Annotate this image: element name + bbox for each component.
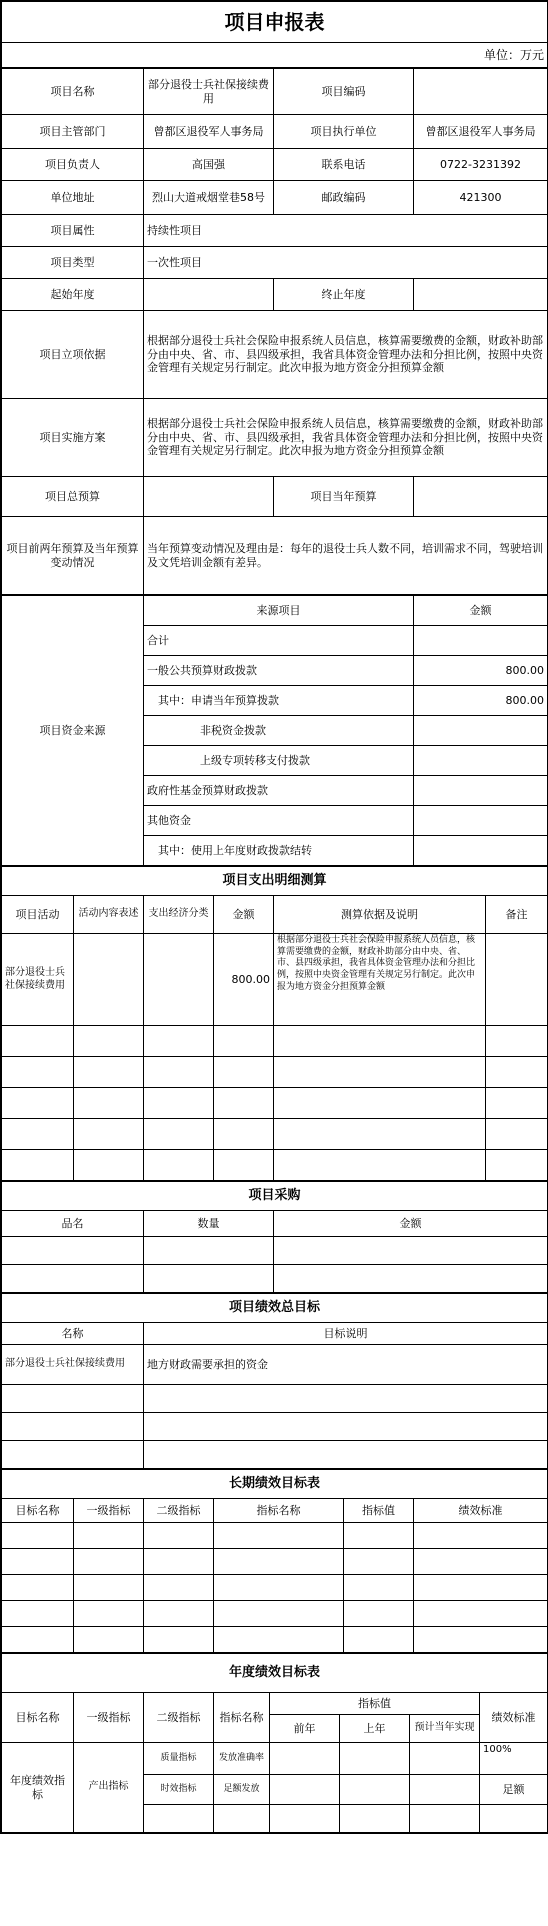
funding-row-label: 合计 xyxy=(144,626,414,656)
total-budget-label: 项目总预算 xyxy=(2,477,144,517)
expense-table xyxy=(1,866,548,1181)
funding-row-amount: 800.00 xyxy=(414,656,548,686)
funding-source-label: 项目资金来源 xyxy=(2,596,144,866)
expense-header: 支出经济分类 xyxy=(144,896,214,934)
annual-header: 二级指标 xyxy=(144,1693,214,1743)
dept-value: 曾都区退役军人事务局 xyxy=(144,115,274,149)
overall-goal-desc: 地方财政需要承担的资金 xyxy=(144,1345,548,1385)
procurement-title: 项目采购 xyxy=(2,1182,548,1211)
leader-value: 高国强 xyxy=(144,149,274,181)
type-value: 一次性项目 xyxy=(144,247,548,279)
end-year-value xyxy=(414,279,548,311)
annual-indicator: 足额发放 xyxy=(214,1775,270,1805)
long-term-header: 指标值 xyxy=(344,1499,414,1523)
expense-amount: 800.00 xyxy=(214,934,274,1026)
attribute-value: 持续性项目 xyxy=(144,215,548,247)
project-code-value xyxy=(414,69,548,115)
funding-row-amount xyxy=(414,626,548,656)
procurement-header: 数量 xyxy=(144,1211,274,1237)
funding-table xyxy=(1,595,548,866)
annual-header: 目标名称 xyxy=(2,1693,74,1743)
basis-label: 项目立项依据 xyxy=(2,311,144,399)
expense-header: 备注 xyxy=(486,896,548,934)
funding-row-label: 政府性基金预算财政拨款 xyxy=(144,776,414,806)
project-name-value: 部分退役士兵社保接续费用 xyxy=(144,69,274,115)
long-term-header: 目标名称 xyxy=(2,1499,74,1523)
basic-info-table xyxy=(1,68,548,595)
basis-value: 根据部分退役士兵社会保险申报系统人员信息，核算需要缴费的金额，财政补助部分由中央、省、市、县四级承担，我省具体资金管理办法和分担比例，按照中央资金管理有关规定另行制定。此次申报为地方资金分担预算金额 xyxy=(144,311,548,399)
long-term-title: 长期绩效目标表 xyxy=(2,1470,548,1499)
expense-header: 金额 xyxy=(214,896,274,934)
long-term-header: 一级指标 xyxy=(74,1499,144,1523)
procurement-empty-row xyxy=(2,1265,548,1293)
funding-row-label: 非税资金拨款 xyxy=(144,716,414,746)
budget-change-value: 当年预算变动情况及理由是：每年的退役士兵人数不同，培训需求不同，驾驶培训及文凭培训金额有差异。 xyxy=(144,517,548,595)
annual-level2: 质量指标 xyxy=(144,1743,214,1775)
annual-goal-name: 年度绩效指 标 xyxy=(2,1743,74,1833)
annual-indicator: 发放准确率 xyxy=(214,1743,270,1775)
long-term-header: 二级指标 xyxy=(144,1499,214,1523)
dept-label: 项目主管部门 xyxy=(2,115,144,149)
overall-goal-header: 名称 xyxy=(2,1323,144,1345)
annual-subheader: 前年 xyxy=(270,1715,340,1743)
phone-value: 0722-3231392 xyxy=(414,149,548,181)
expense-activity: 部分退役士兵社保接续费用 xyxy=(2,934,74,1026)
address-value: 烈山大道戒烟堂巷58号 xyxy=(144,181,274,215)
total-budget-value xyxy=(144,477,274,517)
annual-header: 指标名称 xyxy=(214,1693,270,1743)
plan-label: 项目实施方案 xyxy=(2,399,144,477)
annual-level1: 产出指标 xyxy=(74,1743,144,1833)
funding-row-amount xyxy=(414,746,548,776)
annual-level2: 时效指标 xyxy=(144,1775,214,1805)
annual-standard: 足额 xyxy=(480,1775,548,1805)
funding-row-amount xyxy=(414,836,548,866)
funding-row-amount xyxy=(414,716,548,746)
expense-header: 项目活动 xyxy=(2,896,74,934)
year-budget-value xyxy=(414,477,548,517)
funding-row-label: 上级专项转移支付拨款 xyxy=(144,746,414,776)
funding-col-source: 来源项目 xyxy=(144,596,414,626)
long-term-empty-row xyxy=(2,1575,548,1601)
expense-empty-row xyxy=(2,1150,548,1181)
long-term-header: 绩效标准 xyxy=(414,1499,548,1523)
attribute-label: 项目属性 xyxy=(2,215,144,247)
annual-title: 年度绩效目标表 xyxy=(2,1654,548,1693)
annual-subheader: 上年 xyxy=(340,1715,410,1743)
expense-empty-row xyxy=(2,1119,548,1150)
phone-label: 联系电话 xyxy=(274,149,414,181)
address-label: 单位地址 xyxy=(2,181,144,215)
overall-goal-table xyxy=(1,1293,548,1469)
exec-value: 曾都区退役军人事务局 xyxy=(414,115,548,149)
long-term-empty-row xyxy=(2,1549,548,1575)
funding-row-label: 其中：申请当年预算拨款 xyxy=(144,686,414,716)
long-term-header: 指标名称 xyxy=(214,1499,344,1523)
long-term-empty-row xyxy=(2,1523,548,1549)
overall-goal-name: 部分退役士兵社保接续费用 xyxy=(2,1345,144,1385)
annual-header: 指标值 xyxy=(270,1693,480,1715)
zip-label: 邮政编码 xyxy=(274,181,414,215)
funding-row-amount: 800.00 xyxy=(414,686,548,716)
expense-empty-row xyxy=(2,1057,548,1088)
end-year-label: 终止年度 xyxy=(274,279,414,311)
start-year-value xyxy=(144,279,274,311)
funding-row-amount xyxy=(414,776,548,806)
expense-empty-row xyxy=(2,1026,548,1057)
expense-basis: 根据部分退役士兵社会保险申报系统人员信息，核算需要缴费的金额，财政补助部分由中央、省、市、县四级承担，我省具体资金管理办法和分担比例，按照中央资金管理有关规定另行制定。此次申报为地方资金分担预算金额 xyxy=(274,934,486,1026)
annual-table xyxy=(1,1653,548,1833)
procurement-header: 品名 xyxy=(2,1211,144,1237)
funding-col-amount: 金额 xyxy=(414,596,548,626)
expense-note xyxy=(486,934,548,1026)
unit-label: 单位：万元 xyxy=(2,43,548,68)
plan-value: 根据部分退役士兵社会保险申报系统人员信息，核算需要缴费的金额，财政补助部分由中央、省、市、县四级承担，我省具体资金管理办法和分担比例，按照中央资金管理有关规定另行制定。此次申报为地方资金分担预算金额 xyxy=(144,399,548,477)
annual-subheader: 预计当年实现 xyxy=(410,1715,480,1743)
budget-change-label: 项目前两年预算及当年预算变动情况 xyxy=(2,517,144,595)
project-name-label: 项目名称 xyxy=(2,69,144,115)
long-term-table xyxy=(1,1469,548,1653)
funding-row-amount xyxy=(414,806,548,836)
funding-row-label: 其他资金 xyxy=(144,806,414,836)
expense-empty-row xyxy=(2,1088,548,1119)
long-term-empty-row xyxy=(2,1601,548,1627)
overall-goal-empty-row xyxy=(2,1441,548,1469)
expense-header: 活动内容表述 xyxy=(74,896,144,934)
procurement-table xyxy=(1,1181,548,1293)
overall-goal-empty-row xyxy=(2,1385,548,1413)
start-year-label: 起始年度 xyxy=(2,279,144,311)
type-label: 项目类型 xyxy=(2,247,144,279)
long-term-empty-row xyxy=(2,1627,548,1653)
annual-header: 绩效标准 xyxy=(480,1693,548,1743)
expense-category xyxy=(144,934,214,1026)
expense-header: 测算依据及说明 xyxy=(274,896,486,934)
project-code-label: 项目编码 xyxy=(274,69,414,115)
header-table xyxy=(1,1,548,68)
annual-standard: 100% xyxy=(480,1743,548,1775)
procurement-empty-row xyxy=(2,1237,548,1265)
annual-header: 一级指标 xyxy=(74,1693,144,1743)
funding-row-label: 一般公共预算财政拨款 xyxy=(144,656,414,686)
leader-label: 项目负责人 xyxy=(2,149,144,181)
zip-value: 421300 xyxy=(414,181,548,215)
expense-content xyxy=(74,934,144,1026)
exec-label: 项目执行单位 xyxy=(274,115,414,149)
overall-goal-title: 项目绩效总目标 xyxy=(2,1294,548,1323)
funding-row-label: 其中：使用上年度财政拨款结转 xyxy=(144,836,414,866)
form-title: 项目申报表 xyxy=(2,2,548,43)
expense-title: 项目支出明细测算 xyxy=(2,867,548,896)
overall-goal-header: 目标说明 xyxy=(144,1323,548,1345)
overall-goal-empty-row xyxy=(2,1413,548,1441)
year-budget-label: 项目当年预算 xyxy=(274,477,414,517)
procurement-header: 金额 xyxy=(274,1211,548,1237)
